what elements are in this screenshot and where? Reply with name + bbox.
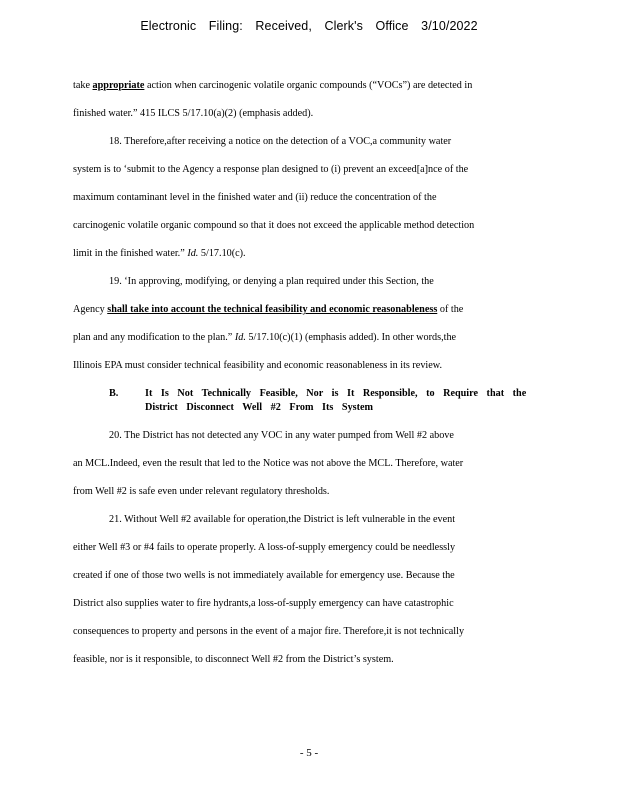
section-heading-line-2: District Disconnect Well #2 From Its System [145,402,374,413]
emphasis-technical-feasibility: shall take into account the technical feasibility and economic reasonableness [107,304,438,315]
paragraph-21-line-5: consequences to property and persons in the event of a major fire. Therefore,it is not technically [73,626,465,637]
citation-id: Id. [234,332,246,343]
paragraph-intro-line-2: finished water.” 415 ILCS 5/17.10(a)(2) (emphasis added). [73,108,314,119]
paragraph-18-line-5: limit in the finished water.” Id. 5/17.10(c). [73,248,246,259]
document-body [73,72,545,674]
paragraph-intro-line-1: take appropriate action when carcinogenic volatile organic compounds (“VOCs”) are detected in [73,80,473,91]
paragraph-19-line-1: 19. ‘In approving, modifying, or denying a plan required under this Section, the [109,276,434,287]
paragraph-19-line-4: Illinois EPA must consider technical feasibility and economic reasonableness in its review. [73,360,443,371]
paragraph-18-line-4: carcinogenic volatile organic compound so that it does not exceed the applicable method detection [73,220,475,231]
paragraph-20-line-3: from Well #2 is safe even under relevant regulatory thresholds. [73,486,330,497]
section-heading-line-1: It Is Not Technically Feasible, Nor is It Responsible, to Require that the [145,388,527,399]
paragraph-21-line-1: 21. Without Well #2 available for operation,the District is left vulnerable in the event [109,514,456,525]
emphasis-appropriate: appropriate [92,80,145,91]
section-letter: B. [109,388,119,399]
citation-id: Id. [187,248,199,259]
paragraph-21-line-3: created if one of those two wells is not immediately available for emergency use. Because the [73,570,455,581]
paragraph-20-line-2: an MCL.Indeed, even the result that led to the Notice was not above the MCL. Therefore, water [73,458,464,469]
paragraph-18-line-2: system is to ‘submit to the Agency a response plan designed to (i) prevent an exceed[a]nce of the [73,164,469,175]
paragraph-21-line-2: either Well #3 or #4 fails to operate properly. A loss-of-supply emergency could be needlessly [73,542,456,553]
paragraph-20-line-1: 20. The District has not detected any VOC in any water pumped from Well #2 above [109,430,454,441]
paragraph-21-line-4: District also supplies water to fire hydrants,a loss-of-supply emergency can have catastrophic [73,598,454,609]
page-number: - 5 - [299,747,319,759]
paragraph-18-line-1: 18. Therefore,after receiving a notice on the detection of a VOC,a community water [109,136,452,147]
paragraph-21-line-6: feasible, nor is it responsible, to disconnect Well #2 from the District’s system. [73,654,394,665]
section-heading-b [73,387,545,415]
paragraph-19-line-2: Agency shall take into account the technical feasibility and economic reasonableness of the [73,304,464,315]
paragraph-19-line-3: plan and any modification to the plan.” Id. 5/17.10(c)(1) (emphasis added). In other words,the [73,332,457,343]
filing-header: Electronic Filing: Received, Clerk's Office 3/10/2022 [140,19,478,33]
paragraph-18-line-3: maximum contaminant level in the finished water and (ii) reduce the concentration of the [73,192,437,203]
